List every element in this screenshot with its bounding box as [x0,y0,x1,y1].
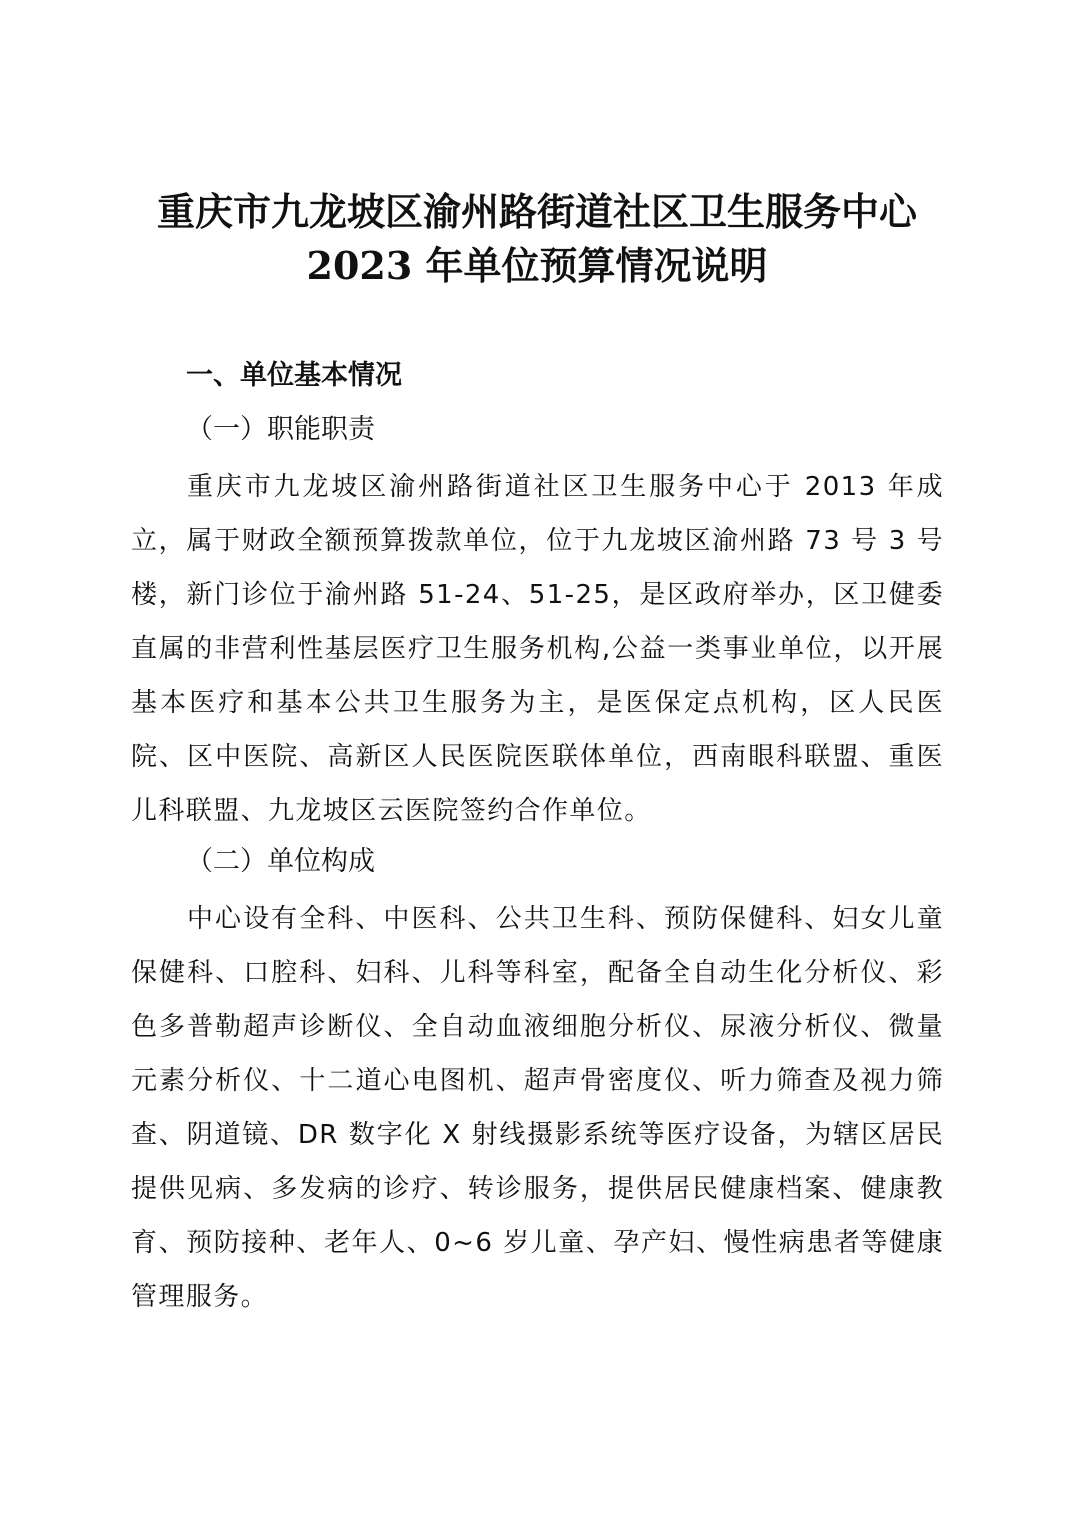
subsection-heading-functions: （一）职能职责 [186,414,375,445]
paragraph-functions: 重庆市九龙坡区渝州路街道社区卫生服务中心于 2013 年成立，属于财政全额预算拨款单位，位于九龙坡区渝州路 73 号 3 号楼，新门诊位于渝州路 51-24、51-25，是区政府举办，区卫健委直属的非营利性基层医疗卫生服务机构,公益一类事业单位，以开展基本医疗和基本公共卫生服务为主，是医保定点机构，区人民医院、区中医院、高新区人民医院医联体单位，西南眼科联盟、重医儿科联盟、九龙坡区云医院签约合作单位。 [131,472,944,826]
subsection-heading-composition: （二）单位构成 [186,846,375,877]
document-title-line-1: 重庆市九龙坡区渝州路街道社区卫生服务中心 [156,189,917,234]
paragraph-composition: 中心设有全科、中医科、公共卫生科、预防保健科、妇女儿童保健科、口腔科、妇科、儿科等科室，配备全自动生化分析仪、彩色多普勒超声诊断仪、全自动血液细胞分析仪、尿液分析仪、微量元素分析仪、十二道心电图机、超声骨密度仪、听力筛查及视力筛查、阴道镜、DR 数字化 X 射线摄影系统等医疗设备，为辖区居民提供见病、多发病的诊疗、转诊服务，提供居民健康档案、健康教育、预防接种、老年人、0~6 岁儿童、孕产妇、慢性病患者等健康管理服务。 [131,904,944,1312]
document-title-line-2: 2023 年单位预算情况说明 [306,243,768,288]
section-heading-unit-basics: 一、单位基本情况 [186,360,402,391]
